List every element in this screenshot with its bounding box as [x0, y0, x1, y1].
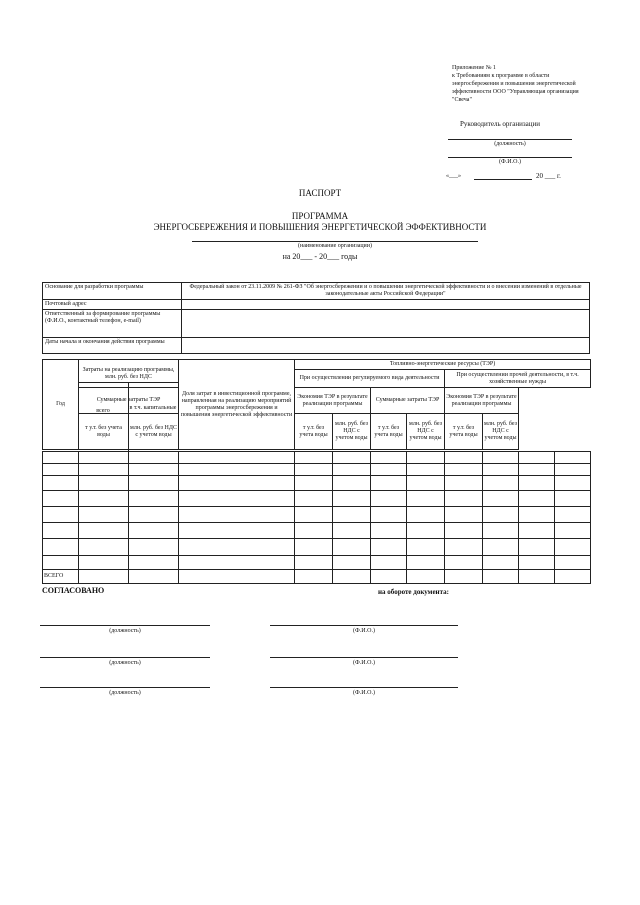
sign-line-fio-3 [270, 687, 458, 688]
table-cell [295, 464, 333, 476]
approval-date-line [474, 179, 532, 180]
col-year: Год [43, 360, 79, 450]
program-subtitle: ЭНЕРГОСБЕРЕЖЕНИЯ И ПОВЫШЕНИЯ ЭНЕРГЕТИЧЕСКОЙ ЭФФЕКТИВНОСТИ [153, 222, 487, 232]
table-cell [555, 452, 591, 464]
table-cell [555, 539, 591, 556]
main-table [42, 359, 591, 450]
info-label: Основание для разработки программы [43, 283, 182, 300]
table-cell [483, 507, 519, 523]
info-label: Даты начала и окончания действия программы [43, 338, 182, 354]
costs-total-label: всего [96, 408, 110, 414]
col-mln: млн. руб. без НДС с учетом воды [333, 414, 371, 450]
table-cell [407, 539, 445, 556]
main-table-body [42, 451, 591, 584]
col-tut: т у.т. без учета воды [295, 414, 333, 450]
table-cell [519, 507, 555, 523]
table-cell [295, 570, 333, 584]
col-oth-sum: Суммарные затраты ТЭР [371, 388, 445, 414]
table-cell [79, 476, 129, 491]
table-cell [555, 476, 591, 491]
table-cell [179, 476, 295, 491]
table-cell [445, 491, 483, 507]
table-cell [483, 570, 519, 584]
sign-line-fio-2 [270, 657, 458, 658]
info-row-basis [43, 283, 590, 300]
table-cell [371, 539, 407, 556]
table-cell [295, 452, 333, 464]
program-title: ПРОГРАММА [291, 211, 349, 221]
sign-caption-fio-2: (Ф.И.О.) [353, 660, 375, 666]
sign-line-position-3 [40, 687, 210, 688]
table-cell [555, 464, 591, 476]
table-cell [445, 507, 483, 523]
table-cell [445, 556, 483, 570]
table-cell [333, 556, 371, 570]
table-cell [79, 507, 129, 523]
table-cell [43, 523, 79, 539]
table-cell [371, 507, 407, 523]
table-cell [333, 539, 371, 556]
table-cell [333, 491, 371, 507]
table-cell [371, 523, 407, 539]
table-cell [295, 539, 333, 556]
sign-caption-position-3: (должность) [109, 690, 141, 696]
approval-date-year: 20 ___ г. [536, 172, 561, 180]
info-row-dates [43, 338, 590, 354]
table-cell [295, 523, 333, 539]
info-value [182, 310, 590, 338]
table-cell [333, 464, 371, 476]
table-cell [371, 476, 407, 491]
table-cell [519, 452, 555, 464]
table-row [43, 491, 591, 507]
table-cell [519, 539, 555, 556]
table-cell [79, 523, 129, 539]
table-cell [129, 523, 179, 539]
table-cell [295, 476, 333, 491]
table-cell [295, 491, 333, 507]
table-cell [371, 491, 407, 507]
agreed-label: СОГЛАСОВАНО [42, 586, 105, 595]
info-label: Почтовый адрес [43, 300, 182, 310]
col-share: Доля затрат в инвестиционной программе, направленная на реализацию мероприятий программы энергосбережения и повышения энергетической эффективности [179, 360, 295, 450]
table-cell [555, 523, 591, 539]
table-cell [483, 464, 519, 476]
table-cell [179, 570, 295, 584]
approval-date-quote: «___» [446, 173, 461, 179]
table-row [43, 476, 591, 491]
table-cell [555, 507, 591, 523]
table-cell [483, 476, 519, 491]
passport-title: ПАСПОРТ [298, 188, 342, 198]
table-cell [333, 570, 371, 584]
sign-line-position-1 [40, 625, 210, 626]
table-cell [79, 491, 129, 507]
approval-fio-line [448, 157, 572, 158]
sign-caption-position-1: (должность) [109, 628, 141, 634]
col-ter: Топливно-энергетические ресурсы (ТЭР) [295, 360, 591, 370]
col-tut: т у.т. без учета воды [371, 414, 407, 450]
table-row [43, 464, 591, 476]
table-cell [519, 476, 555, 491]
table-cell [333, 452, 371, 464]
table-cell [407, 523, 445, 539]
col-mln: млн. руб. без НДС с учетом воды [129, 414, 179, 450]
table-cell [407, 464, 445, 476]
table-cell [483, 539, 519, 556]
table-cell [43, 464, 79, 476]
table-cell [179, 556, 295, 570]
table-cell [483, 556, 519, 570]
table-cell [445, 570, 483, 584]
sign-line-fio-1 [270, 625, 458, 626]
total-label: ВСЕГО [43, 570, 79, 584]
costs-capital-label: в т.ч. капитальные [129, 405, 177, 411]
table-cell [445, 476, 483, 491]
table-cell [129, 507, 179, 523]
table-cell [295, 556, 333, 570]
table-cell [129, 539, 179, 556]
info-value: Федеральный закон от 23.11.2009 № 261-ФЗ "Об энергосбережении и о повышении энергетической эффективности и о внесении изменений в отдельные законодательные акты Российской Федерации" [182, 283, 590, 300]
table-cell [519, 523, 555, 539]
table-row [43, 556, 591, 570]
col-tut: т у.т. без учета воды [79, 414, 129, 450]
table-cell [519, 464, 555, 476]
org-name-line [192, 241, 478, 242]
table-cell [43, 476, 79, 491]
table-cell [79, 556, 129, 570]
approval-position-caption: (должность) [494, 141, 526, 147]
table-cell [371, 556, 407, 570]
table-cell [179, 523, 295, 539]
table-cell [179, 491, 295, 507]
sign-caption-position-2: (должность) [109, 660, 141, 666]
table-cell [179, 539, 295, 556]
table-cell [43, 452, 79, 464]
table-cell [79, 464, 129, 476]
table-cell [483, 523, 519, 539]
table-cell [43, 539, 79, 556]
table-cell [333, 523, 371, 539]
sign-line-position-2 [40, 657, 210, 658]
table-cell [129, 452, 179, 464]
table-cell [79, 452, 129, 464]
table-cell [333, 507, 371, 523]
table-row [43, 523, 591, 539]
info-row-responsible [43, 310, 590, 338]
total-row [43, 570, 591, 584]
table-cell [129, 464, 179, 476]
appendix-line-2: к Требованиям к программе в области [452, 73, 550, 79]
col-other: При осуществлении прочей деятельности, в т.ч. хозяйственные нужды [445, 370, 591, 388]
table-cell [129, 570, 179, 584]
table-cell [129, 556, 179, 570]
program-years: на 20___ - 20___ годы [282, 252, 358, 261]
table-cell [555, 556, 591, 570]
info-value [182, 300, 590, 310]
col-reg-economy: Экономия ТЭР в результате реализации программы [295, 388, 371, 414]
sign-caption-fio-3: (Ф.И.О.) [353, 690, 375, 696]
col-mln: млн. руб. без НДС с учетом воды [407, 414, 445, 450]
table-row [43, 539, 591, 556]
table-cell [333, 476, 371, 491]
table-cell [445, 452, 483, 464]
table-cell [483, 491, 519, 507]
table-cell [371, 464, 407, 476]
appendix-line-3: энергосбережения и повышения энергетической [452, 81, 576, 87]
info-label: Ответственный за формирование программы (Ф.И.О., контактный телефон, e-mail) [43, 310, 182, 338]
info-value [182, 338, 590, 354]
table-cell [79, 570, 129, 584]
table-cell [179, 464, 295, 476]
table-cell [407, 476, 445, 491]
table-cell [179, 507, 295, 523]
table-cell [129, 476, 179, 491]
table-cell [519, 570, 555, 584]
col-regulated: При осуществлении регулируемого вида деятельности [295, 370, 445, 388]
table-cell [445, 523, 483, 539]
table-cell [483, 452, 519, 464]
table-cell [407, 570, 445, 584]
table-cell [519, 491, 555, 507]
table-cell [407, 507, 445, 523]
table-row [43, 507, 591, 523]
table-cell [129, 491, 179, 507]
table-cell [555, 570, 591, 584]
appendix-line-1: Приложение № 1 [452, 65, 496, 71]
table-row [43, 452, 591, 464]
table-cell [445, 539, 483, 556]
table-cell [371, 570, 407, 584]
table-cell [295, 507, 333, 523]
table-cell [79, 539, 129, 556]
appendix-block [452, 64, 602, 104]
agreed-reverse: на обороте документа: [378, 588, 449, 596]
appendix-line-5: "Свеча" [452, 97, 472, 103]
org-name-caption: (наименование организации) [298, 243, 372, 249]
col-reg-sum: Суммарные затраты ТЭР [79, 388, 179, 414]
costs-vertical-divider [128, 382, 129, 452]
sign-caption-fio-1: (Ф.И.О.) [353, 628, 375, 634]
col-tut: т у.т. без учета воды [445, 414, 483, 450]
table-cell [43, 491, 79, 507]
table-cell [371, 452, 407, 464]
approval-head: Руководитель организации [460, 120, 540, 128]
col-oth-economy: Экономия ТЭР в результате реализации программы [445, 388, 519, 414]
col-costs: Затраты на реализацию программы, млн. руб. без НДС [79, 360, 179, 388]
table-cell [555, 491, 591, 507]
table-cell [407, 452, 445, 464]
table-cell [43, 556, 79, 570]
table-cell [445, 464, 483, 476]
table-cell [43, 507, 79, 523]
approval-position-line [448, 139, 572, 140]
table-cell [407, 556, 445, 570]
table-cell [407, 491, 445, 507]
appendix-line-4: эффективности ООО "Управляющая организация [452, 89, 579, 95]
info-table [42, 282, 590, 354]
col-mln: млн. руб. без НДС с учетом воды [483, 414, 519, 450]
approval-fio-caption: (Ф.И.О.) [499, 159, 521, 165]
info-row-address [43, 300, 590, 310]
table-cell [179, 452, 295, 464]
table-cell [519, 556, 555, 570]
